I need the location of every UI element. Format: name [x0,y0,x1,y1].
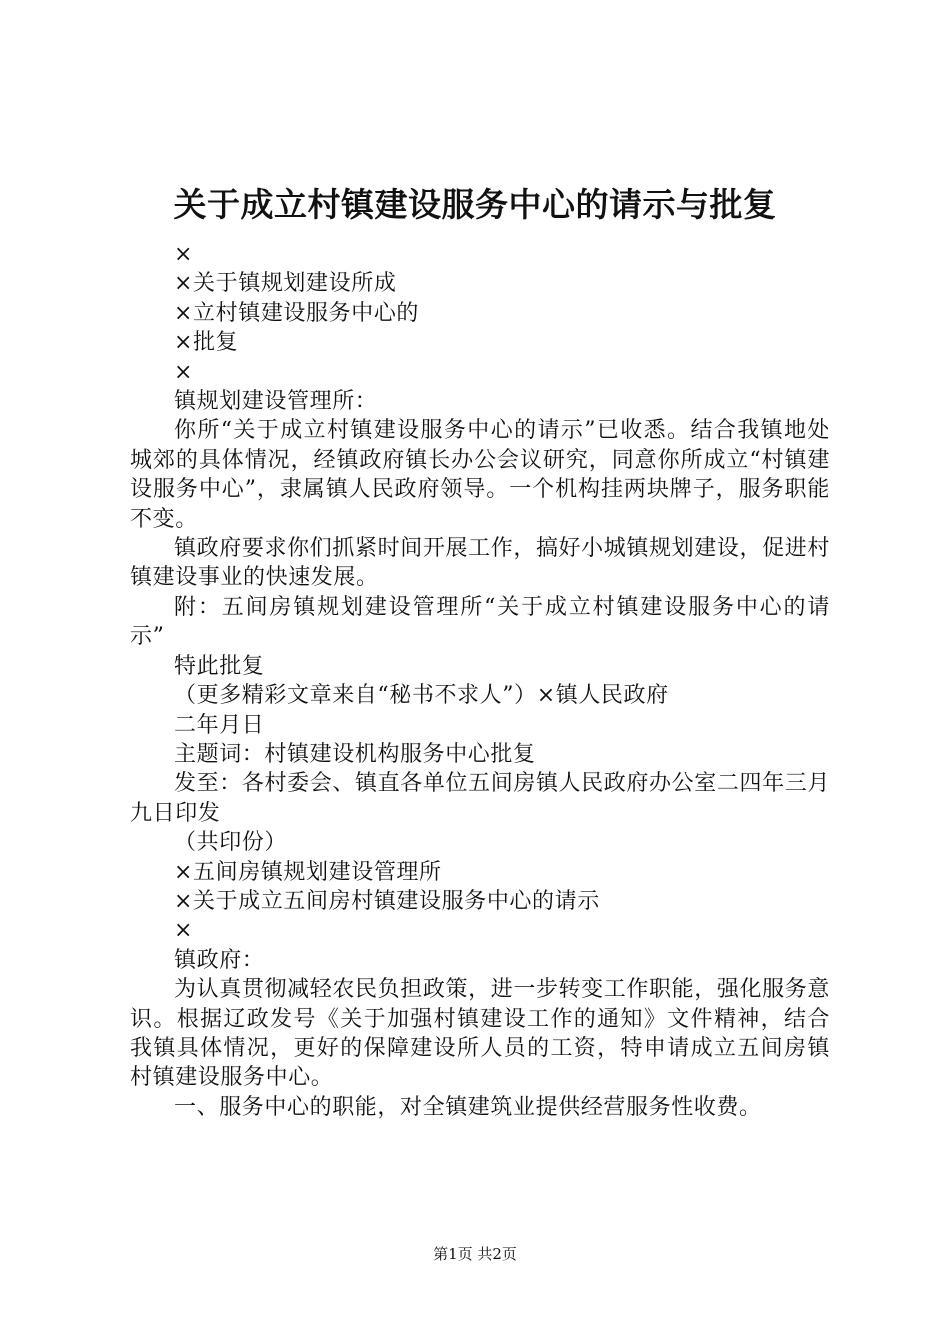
copies-line: （共印份） [174,830,288,856]
paragraph: ×关于镇规划建设所成 [174,271,397,297]
paragraph: × [174,359,194,385]
paragraph: ×批复 [174,330,239,356]
paragraph: ×关于成立五间房村镇建设服务中心的请示 [174,888,600,914]
document-body [130,240,830,1122]
distribution-line: 发至：各村委会、镇直各单位五间房镇人民政府办公室二四年三月九日印发 [130,771,830,826]
closing-line: 特此批复 [174,653,265,679]
subject-keywords: 主题词：村镇建设机构服务中心批复 [174,741,536,767]
salutation: 镇政府： [174,947,265,973]
paragraph: × [174,242,194,267]
paragraph: × [174,918,194,944]
signature-line: （更多精彩文章来自“秘书不求人”）×镇人民政府 [174,683,669,709]
paragraph: ×五间房镇规划建设管理所 [174,859,442,885]
paragraph: 你所“关于成立村镇建设服务中心的请示”已收悉。结合我镇地处城郊的具体情况，经镇政府镇长办公会议研究，同意你所成立“村镇建设服务中心”，隶属镇人民政府领导。一个机构挂两块牌子，服务职能不变。 [130,418,830,532]
document-title: 关于成立村镇建设服务中心的请示与批复 [173,185,777,224]
paragraph: 一、服务中心的职能，对全镇建筑业提供经营服务性收费。 [174,1094,762,1120]
paragraph: 为认真贯彻减轻农民负担政策，进一步转变工作职能，强化服务意识。根据辽政发号《关于加强村镇建设工作的通知》文件精神，结合我镇具体情况，更好的保障建设所人员的工资，特申请成立五间房镇村镇建设服务中心。 [130,977,830,1091]
date-line: 二年月日 [174,712,265,738]
salutation: 镇规划建设管理所： [174,389,378,415]
attachment-note: 附：五间房镇规划建设管理所“关于成立村镇建设服务中心的请示” [130,594,830,650]
page-number-footer: 第1页 共2页 [433,1245,517,1263]
paragraph: 镇政府要求你们抓紧时间开展工作，搞好小城镇规划建设，促进村镇建设事业的快速发展。 [130,536,830,591]
paragraph: ×立村镇建设服务中心的 [174,300,420,326]
